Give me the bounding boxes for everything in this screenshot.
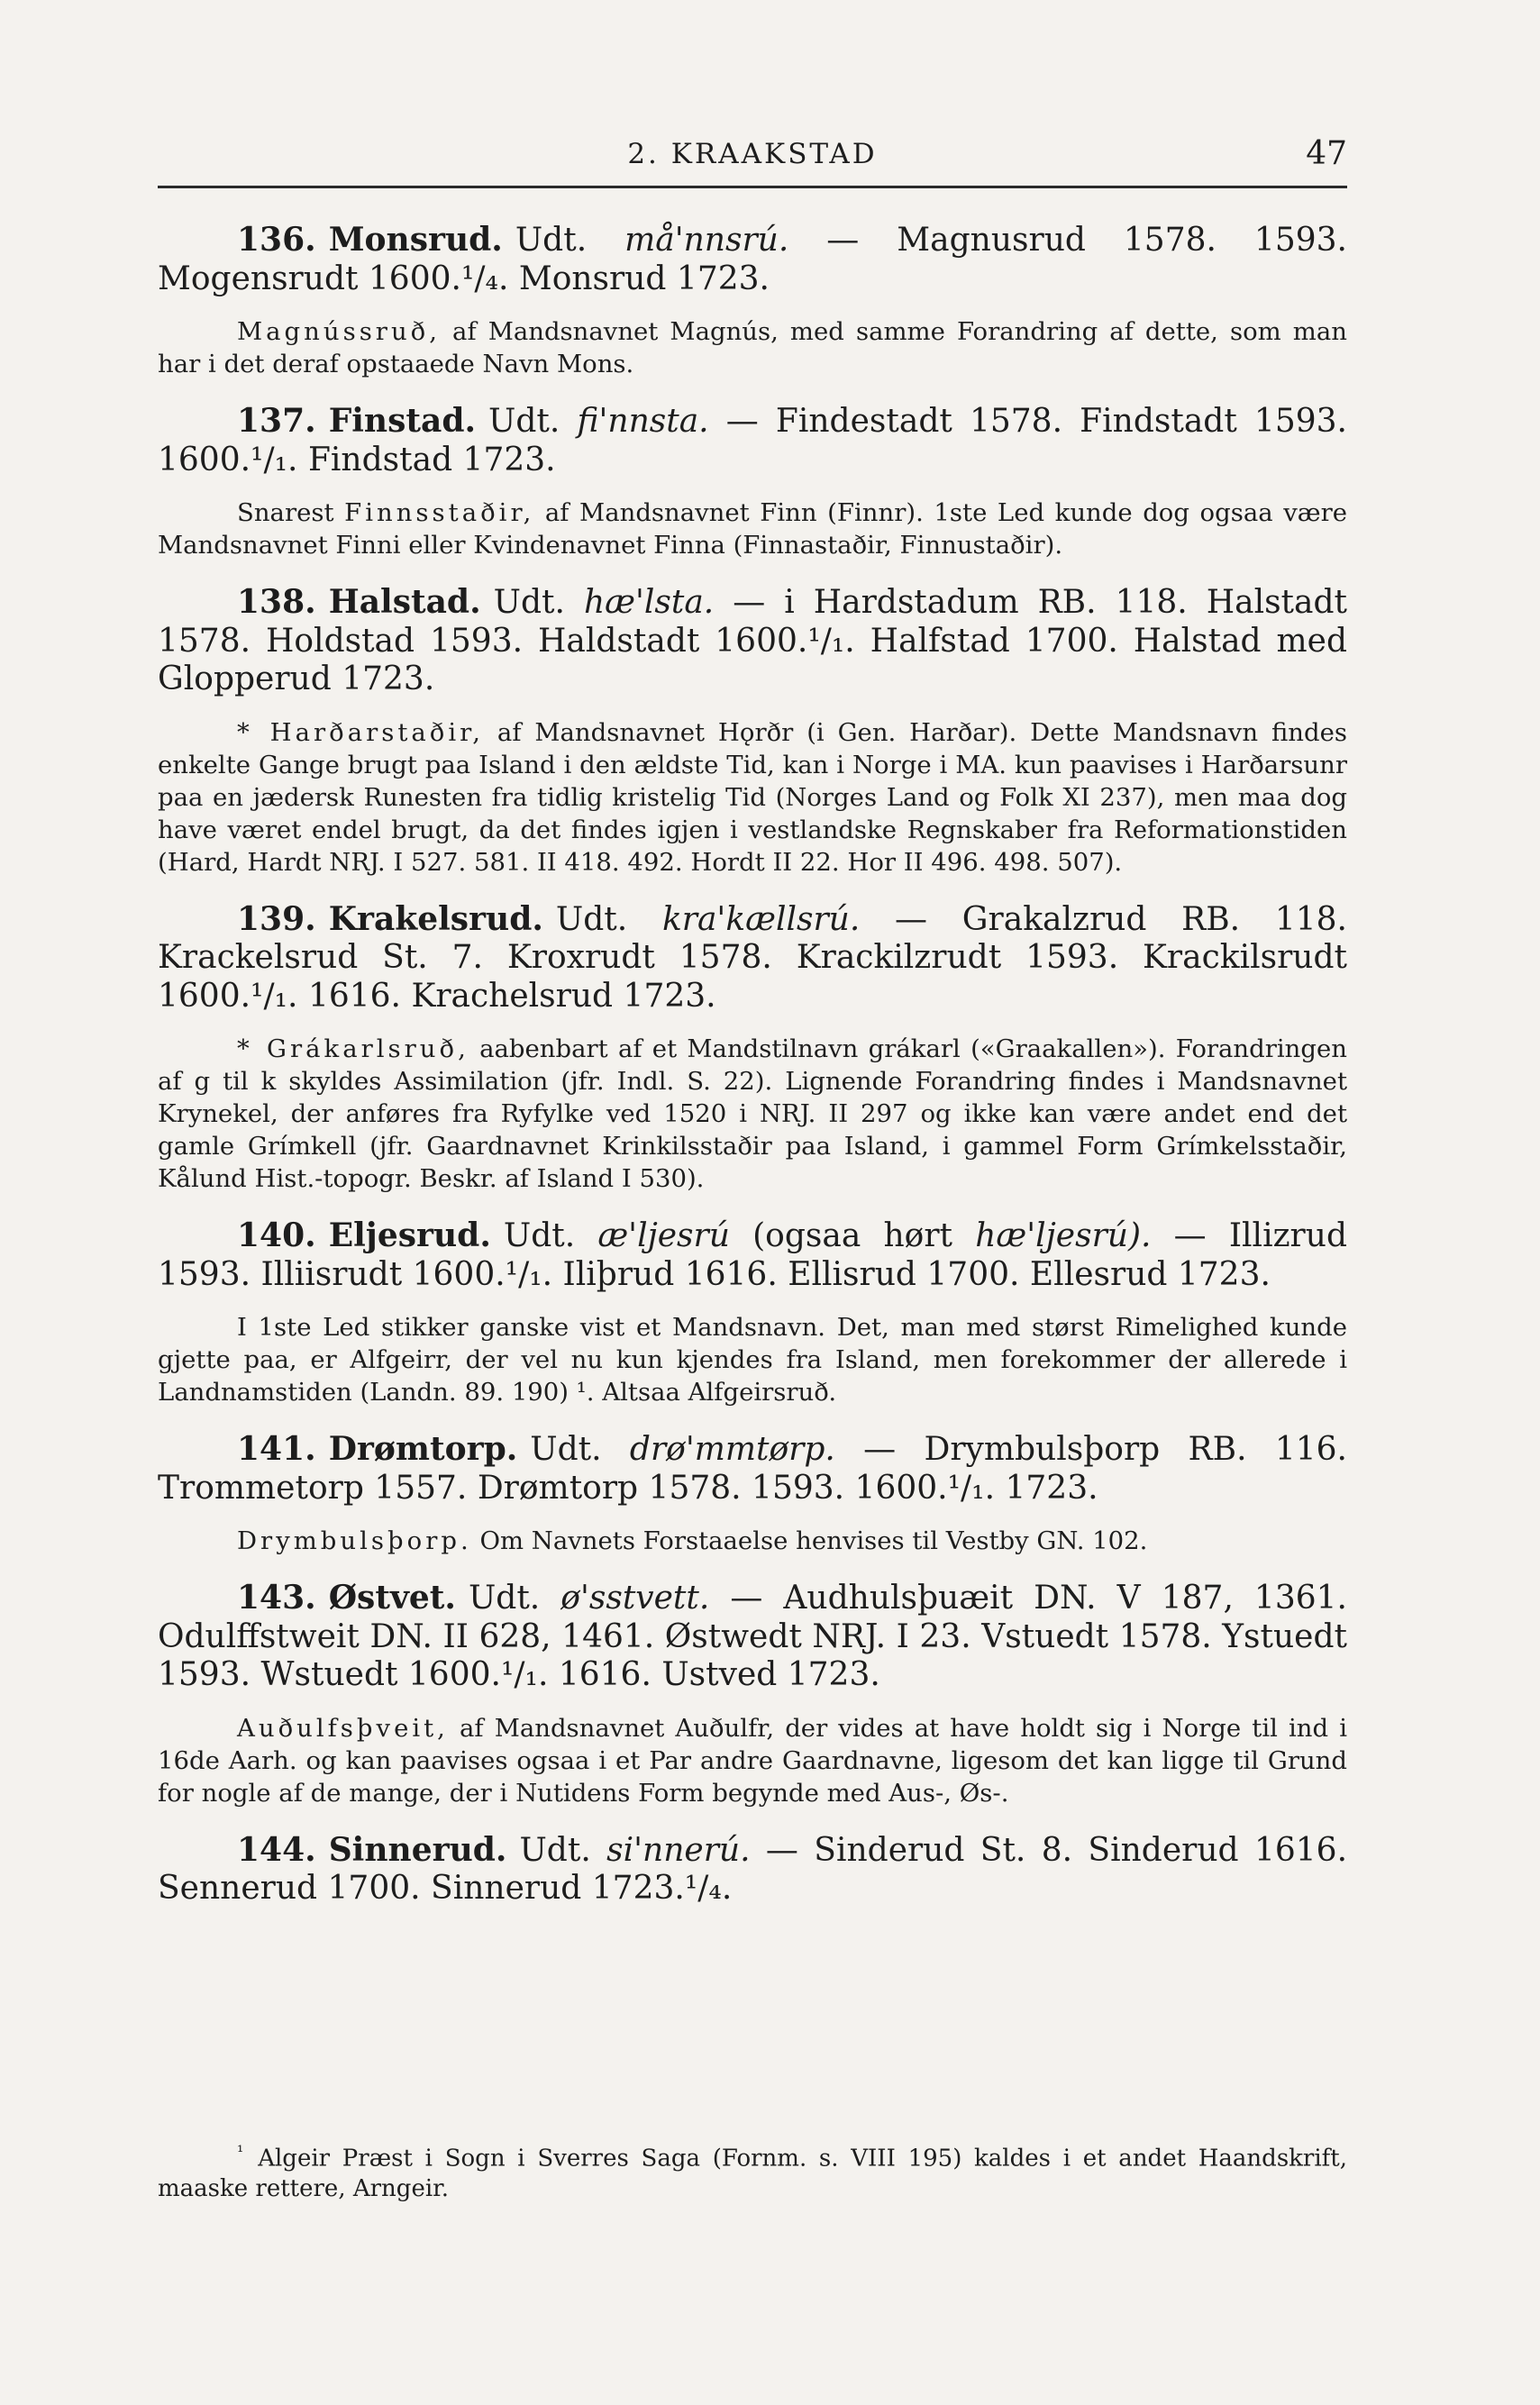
running-header [158, 135, 1347, 173]
historic-forms: — Audhulsþuæit DN. V 187, 1361. Odulffstweit DN. II 628, 1461. Østwedt NRJ. I 23. Vstuedt 1578. Ystuedt 1593. Wstuedt 1600.¹/₁. 1616. Ustved 1723. [158, 1580, 1347, 1693]
udt-label: Udt. [530, 1431, 602, 1468]
historic-forms: — Findestadt 1578. Findstadt 1593. 1600.¹/₁. Findstad 1723. [158, 403, 1347, 478]
pronunciation: æ'ljesrú [597, 1217, 730, 1254]
pronunciation: må'nnsrú. [624, 222, 789, 259]
farm-name: Krakelsrud. [328, 899, 543, 938]
entry-note [158, 716, 1347, 879]
reconstructed-name: * Harðarstaðir, [237, 717, 485, 747]
note-text: aabenbart af et Mandstilnavn grákarl («Graakallen»). Forandringen af g til k skyldes Assimilation (jfr. Indl. S. 22). Lignende Forandring findes i Mandsnavnet Krynekel, der anføres fra Ryfylke ved 1520 i NRJ. II 297 og ikke kan være andet end det gamle Grímkell (jfr. Gaardnavnet Krinkilsstaðir paa Island, i gammel Form Grímkelsstaðir, Kålund Hist.-topogr. Beskr. af Island I 530). [158, 1034, 1347, 1193]
entry-number: 143. [237, 1579, 316, 1617]
entry-number: 144. [237, 1830, 316, 1869]
entry-136 [158, 221, 1347, 380]
farm-name: Finstad. [328, 402, 477, 440]
footnote [158, 2137, 1347, 2204]
pronunciation: drø'mmtørp. [629, 1431, 835, 1468]
entry-head [158, 1579, 1347, 1695]
entry-head [158, 1430, 1347, 1508]
entry-141 [158, 1430, 1347, 1557]
entry-number: 138. [237, 583, 316, 621]
entry-138 [158, 583, 1347, 879]
reconstructed-name: * Grákarlsruð, [237, 1034, 469, 1063]
entry-144 [158, 1831, 1347, 1909]
udt-label: Udt. [555, 900, 628, 938]
farm-name: Monsrud. [328, 221, 503, 259]
entry-number: 137. [237, 402, 316, 440]
entry-head [158, 900, 1347, 1016]
entry-head [158, 1831, 1347, 1909]
entry-note [158, 1311, 1347, 1408]
udt-label: Udt. [468, 1580, 541, 1617]
entry-140 [158, 1216, 1347, 1408]
historic-forms: — Magnusrud 1578. 1593. Mogensrudt 1600.¹/₄. Monsrud 1723. [158, 222, 1347, 297]
pronunciation: fi'nnsta. [577, 403, 709, 440]
pronunciation: hæ'lsta. [583, 584, 715, 621]
entry-head [158, 402, 1347, 479]
note-text: af Mandsnavnet Finn (Finnr). 1ste Led kunde dog ogsaa være Mandsnavnet Finni eller Kvindenavnet Finna (Finnastaðir, Finnustaðir). [158, 498, 1347, 560]
entry-note [158, 315, 1347, 380]
entry-note [158, 496, 1347, 561]
footnote-text: Algeir Præst i Sogn i Sverres Saga (Fornm. s. VIII 195) kaldes i et andet Haandskrift, maaske rettere, Arngeir. [158, 2145, 1347, 2202]
entry-number: 141. [237, 1430, 316, 1468]
footnotes [158, 2137, 1347, 2204]
udt-label: Udt. [493, 584, 565, 621]
reconstructed-name: Magnússruð, [237, 317, 441, 346]
farm-name: Halstad. [328, 583, 481, 621]
note-text: af Mandsnavnet Hǫrðr (i Gen. Harðar). Dette Mandsnavn findes enkelte Gange brugt paa Island i den ældste Tid, kan i Norge i MA. kun paavises i Harðarsunr paa en jædersk Runesten fra tidlig kristelig Tid (Norges Land og Folk XI 237), men maa dog have været endel brugt, da det findes igjen i vestlandske Regnskaber fra Reformationstiden (Hard, Hardt NRJ. I 527. 581. II 418. 492. Hordt II 22. Hor II 496. 498. 507). [158, 717, 1347, 877]
entry-note [158, 1525, 1347, 1557]
entry-number: 140. [237, 1216, 316, 1254]
historic-forms: — Illizrud 1593. Illiisrudt 1600.¹/₁. Iliþrud 1616. Ellisrud 1700. Ellesrud 1723. [158, 1217, 1347, 1293]
entry-number: 136. [237, 221, 316, 259]
pronunciation-aside: (ogsaa hørt [752, 1217, 952, 1254]
entry-note [158, 1712, 1347, 1809]
entry-number: 139. [237, 899, 316, 938]
entry-137 [158, 402, 1347, 561]
udt-label: Udt. [503, 1217, 576, 1254]
farm-name: Østvet. [328, 1579, 456, 1617]
pronunciation: kra'kællsrú. [661, 900, 861, 938]
chapter-title: 2. KRAAKSTAD [627, 138, 878, 170]
entry-head [158, 1216, 1347, 1294]
udt-label: Udt. [488, 403, 560, 440]
historic-forms: — Sinderud St. 8. Sinderud 1616. Sennerud 1700. Sinnerud 1723.¹/₄. [158, 1831, 1348, 1907]
entry-139 [158, 900, 1347, 1196]
pronunciation: ø'sstvett. [560, 1580, 710, 1617]
entry-143 [158, 1579, 1347, 1809]
page-number: 47 [1306, 135, 1347, 172]
note-text: I 1ste Led stikker ganske vist et Mandsnavn. Det, man med størst Rimelighed kunde gjette paa, er Alfgeirr, der vel nu kun kjendes fra Island, men forekommer der allerede i Landnamstiden (Landn. 89. 190) ¹. Altsaa Alfgeirsruð. [158, 1313, 1347, 1407]
reconstructed-name: Auðulfsþveit, [237, 1713, 449, 1743]
entry-head [158, 583, 1347, 699]
farm-name: Eljesrud. [328, 1216, 491, 1254]
entries [158, 221, 1347, 1909]
reconstructed-name: Drymbulsþorp. [237, 1526, 472, 1555]
pronunciation-alt: hæ'ljesrú). [975, 1217, 1152, 1254]
udt-label: Udt. [519, 1831, 591, 1869]
farm-name: Drømtorp. [328, 1430, 518, 1468]
entry-head [158, 221, 1347, 298]
udt-label: Udt. [515, 222, 588, 259]
entry-note [158, 1033, 1347, 1195]
note-text: af Mandsnavnet Auðulfr, der vides at have holdt sig i Norge til ind i 16de Aarh. og kan paavises ogsaa i et Par andre Gaardnavne, ligesom det kan ligge til Grund for nogle af de mange, der i Nutidens Form begynde med Aus-, Øs-. [158, 1713, 1347, 1808]
farm-name: Sinnerud. [328, 1830, 507, 1869]
historic-forms: — Drymbulsþorp RB. 116. Trommetorp 1557. Drømtorp 1578. 1593. 1600.¹/₁. 1723. [158, 1431, 1347, 1507]
reconstructed-name: Finnsstaðir, [344, 498, 535, 527]
note-prefix: Snarest [237, 498, 334, 527]
historic-forms: — i Hardstadum RB. 118. Halstadt 1578. Holdstad 1593. Haldstadt 1600.¹/₁. Halfstad 1700. Halstad med Glopperud 1723. [158, 584, 1348, 697]
note-text: af Mandsnavnet Magnús, med samme Forandring af dette, som man har i det deraf opstaaede Navn Mons. [158, 317, 1347, 378]
historic-forms: — Grakalzrud RB. 118. Krackelsrud St. 7. Kroxrudt 1578. Krackilzrudt 1593. Krackilsrudt 1600.¹/₁. 1616. Krachelsrud 1723. [158, 900, 1347, 1015]
header-rule [158, 186, 1347, 188]
pronunciation: si'nnerú. [606, 1831, 751, 1869]
note-text: Om Navnets Forstaaelse henvises til Vestby GN. 102. [479, 1526, 1148, 1555]
footnote-mark: ¹ [237, 2143, 244, 2162]
